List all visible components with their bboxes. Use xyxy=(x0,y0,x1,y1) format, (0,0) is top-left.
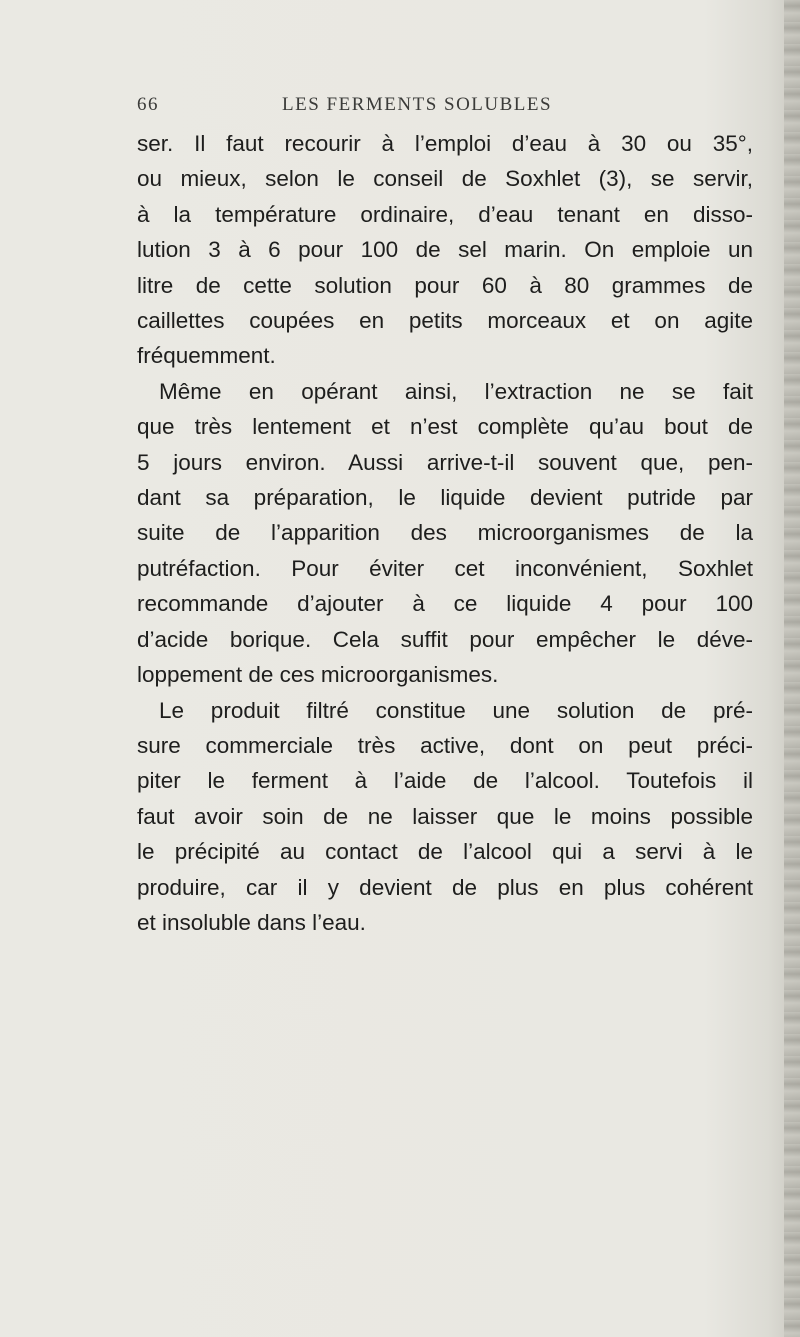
text-line: 5 jours environ. Aussi arrive-t-il souvent que, pen- xyxy=(137,449,753,475)
running-header xyxy=(137,94,697,120)
text-line: piter le ferment à l’aide de l’alcool. Toutefois il xyxy=(137,768,753,794)
text-line: d’acide borique. Cela suffit pour empêcher le déve- xyxy=(137,626,753,652)
text-line: litre de cette solution pour 60 à 80 grammes de xyxy=(137,272,753,298)
body-text xyxy=(137,126,753,940)
text-line: faut avoir soin de ne laisser que le moins possible xyxy=(137,803,753,829)
text-line: et insoluble dans l’eau. xyxy=(137,909,366,935)
text-line: produire, car il y devient de plus en plus cohérent xyxy=(137,874,753,900)
running-title: LES FERMENTS SOLUBLES xyxy=(282,94,553,115)
text-line: ou mieux, selon le conseil de Soxhlet (3), se servir, xyxy=(137,166,753,192)
text-line: le précipité au contact de l’alcool qui a servi à le xyxy=(137,839,753,865)
text-line: que très lentement et n’est complète qu’au bout de xyxy=(137,414,753,440)
text-line: putréfaction. Pour éviter cet inconvénient, Soxhlet xyxy=(137,555,753,581)
text-line: caillettes coupées en petits morceaux et on agite xyxy=(137,308,753,334)
text-line: loppement de ces microorganismes. xyxy=(137,662,499,688)
text-line: Le produit filtré constitue une solution de pré- xyxy=(159,697,753,723)
text-line: recommande d’ajouter à ce liquide 4 pour 100 xyxy=(137,591,753,617)
text-line: lution 3 à 6 pour 100 de sel marin. On emploie un xyxy=(137,237,753,263)
page-edge-shadow xyxy=(784,0,800,1337)
text-line: suite de l’apparition des microorganismes de la xyxy=(137,520,753,546)
text-line: sure commerciale très active, dont on peut préci- xyxy=(137,732,753,758)
page-number: 66 xyxy=(137,94,159,115)
text-line: dant sa préparation, le liquide devient putride par xyxy=(137,485,753,511)
text-line: ser. Il faut recourir à l’emploi d’eau à 30 ou 35°, xyxy=(137,131,753,156)
text-line: fréquemment. xyxy=(137,343,276,369)
text-line: Même en opérant ainsi, l’extraction ne se fait xyxy=(159,378,753,404)
text-line: à la température ordinaire, d’eau tenant en disso- xyxy=(137,201,753,227)
